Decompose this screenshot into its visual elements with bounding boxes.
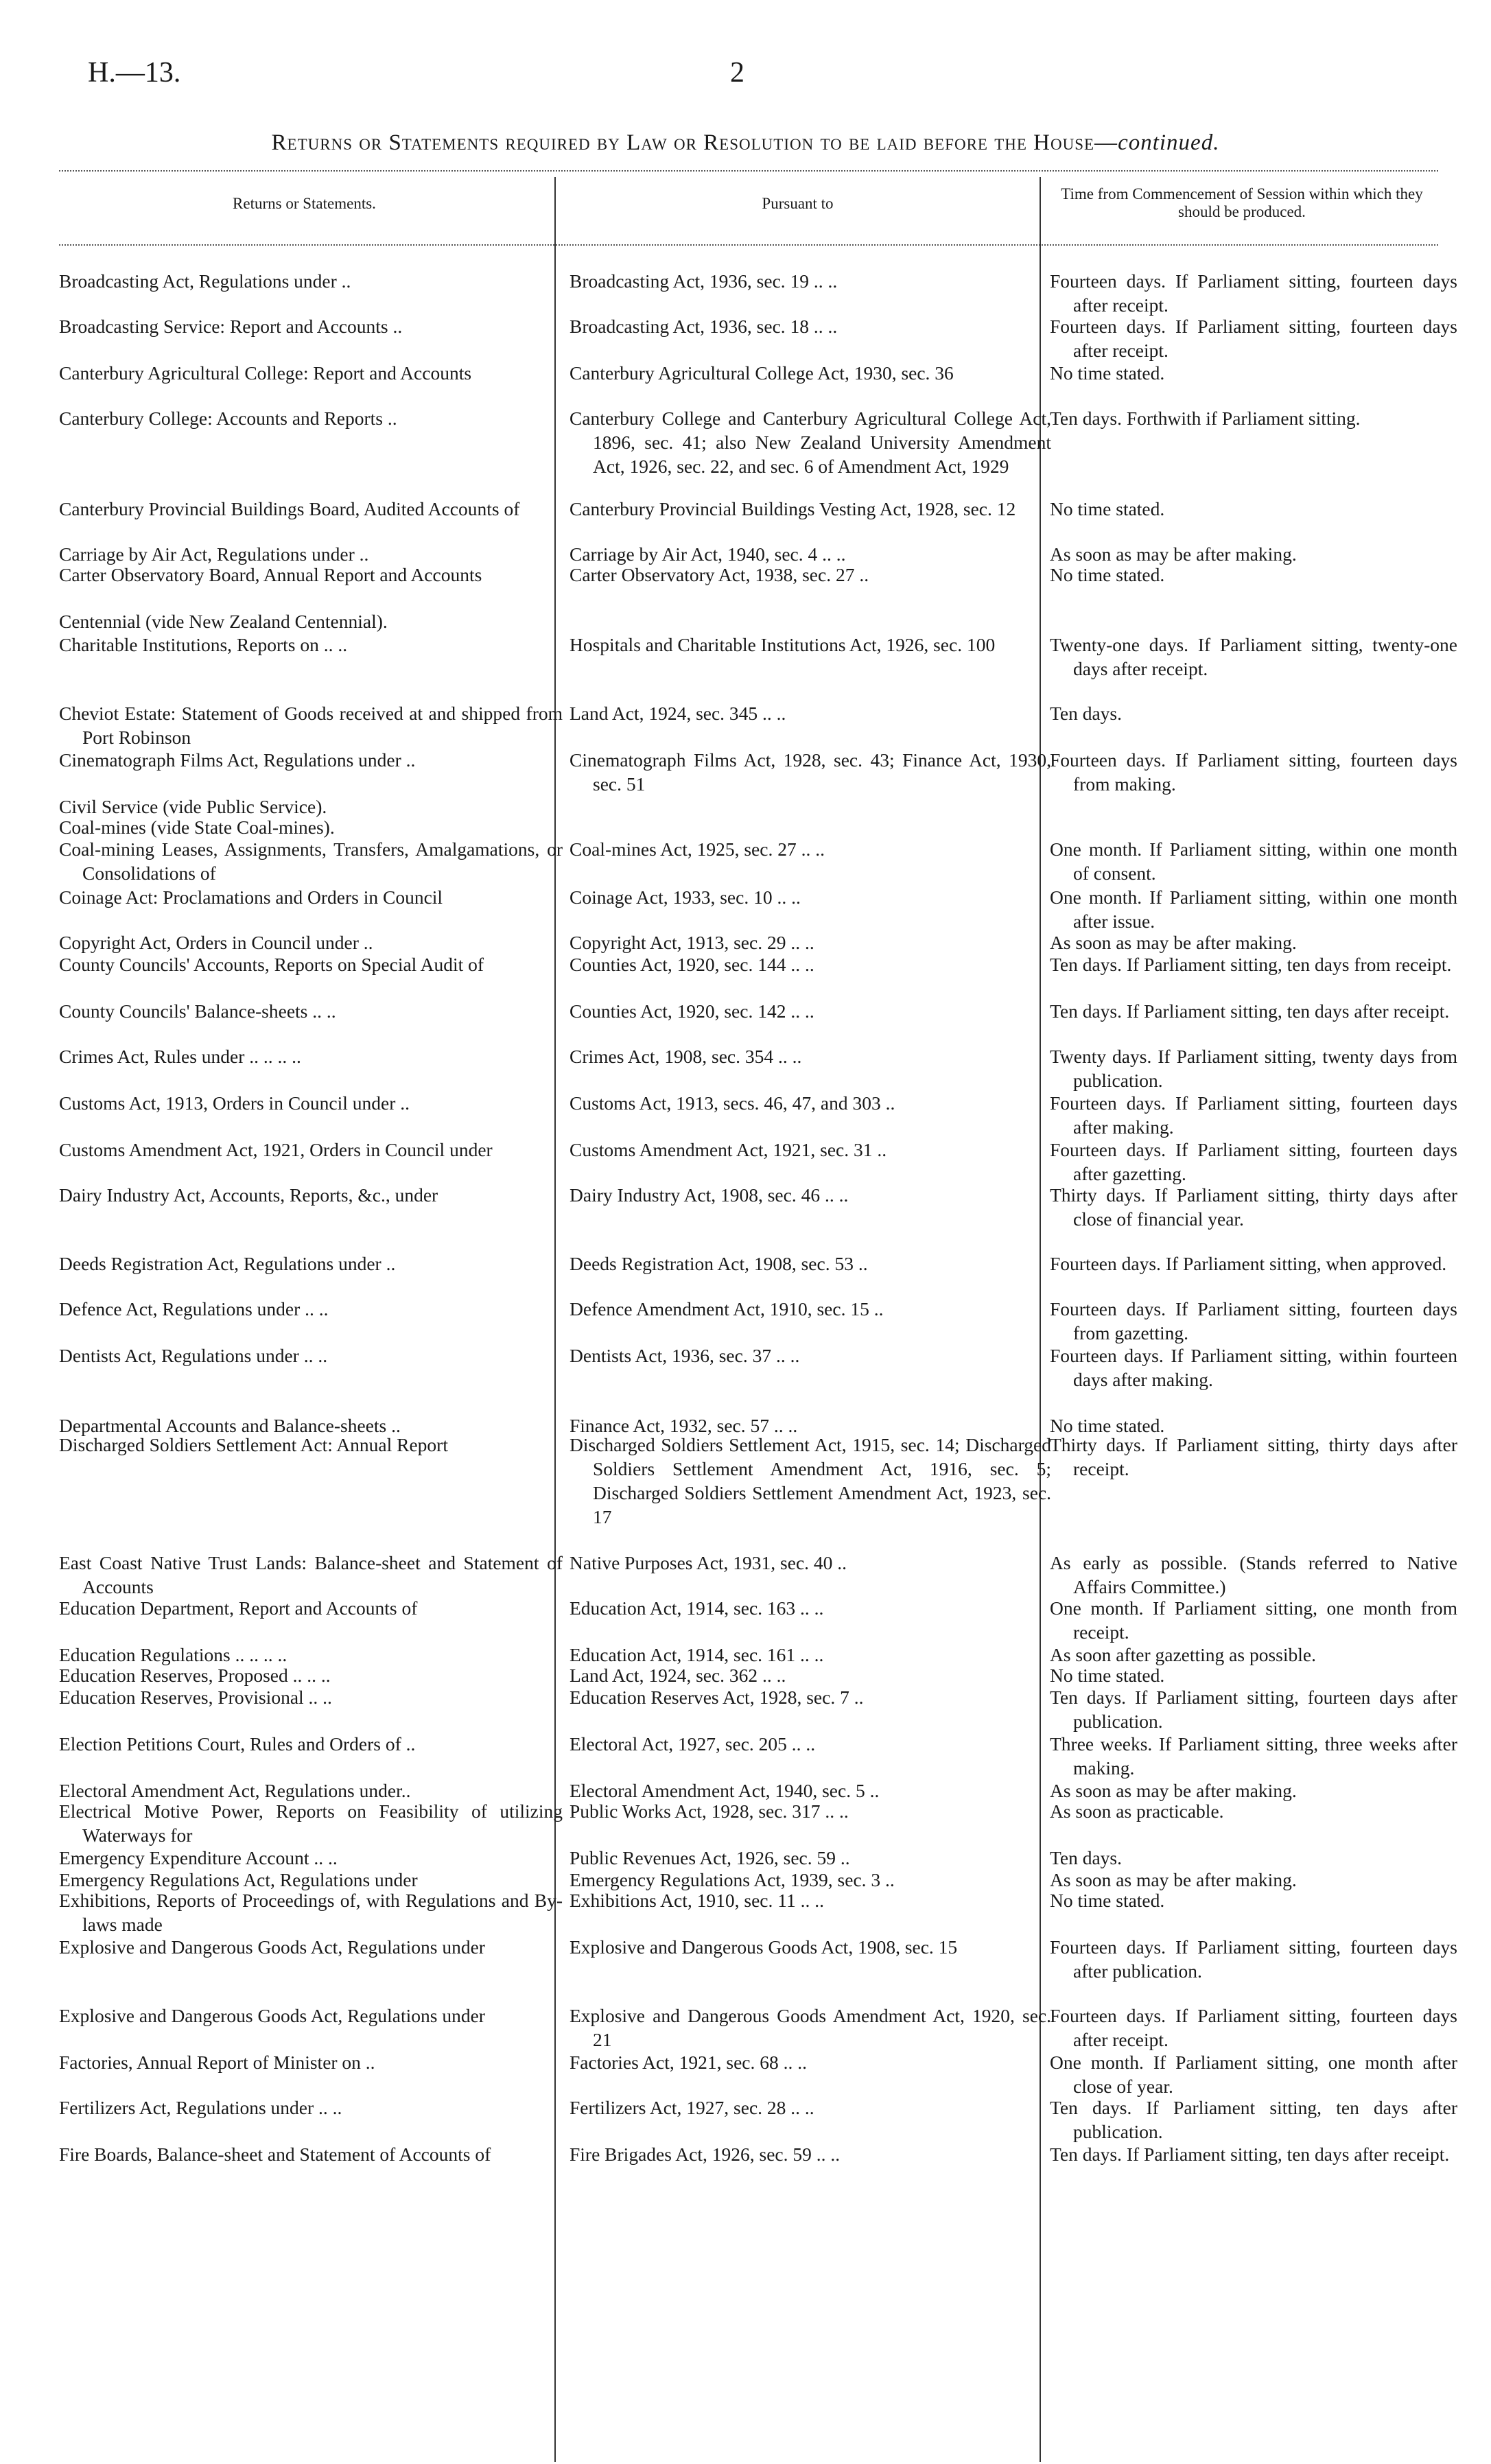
time-cell: No time stated. (1050, 564, 1165, 585)
time-cell: Fourteen days. If Parliament sitting, fourteen days after making. (1050, 1092, 1457, 1138)
time-cell: Ten days. (1050, 1847, 1122, 1868)
returns-cell: County Councils' Balance-sheets .. .. (59, 1000, 336, 1022)
time-cell: As soon as practicable. (1050, 1800, 1224, 1822)
pursuant-cell: Crimes Act, 1908, sec. 354 .. .. (570, 1046, 802, 1067)
page-number: 2 (730, 57, 744, 89)
returns-cell: Defence Act, Regulations under .. .. (59, 1298, 329, 1319)
column-header-returns: Returns or Statements. (233, 195, 376, 212)
pursuant-cell: Counties Act, 1920, sec. 142 .. .. (570, 1000, 814, 1022)
time-cell: Ten days. If Parliament sitting, ten days after publication. (1050, 2097, 1457, 2142)
pursuant-cell: Customs Amendment Act, 1921, sec. 31 .. (570, 1139, 887, 1160)
pursuant-cell: Copyright Act, 1913, sec. 29 .. .. (570, 932, 814, 953)
returns-cell: Factories, Annual Report of Minister on .. (59, 2052, 375, 2073)
pursuant-cell: Factories Act, 1921, sec. 68 .. .. (570, 2052, 807, 2073)
returns-cell: Broadcasting Act, Regulations under .. (59, 270, 351, 292)
returns-cell: Canterbury Agricultural College: Report and Accounts (59, 362, 472, 384)
time-cell: Fourteen days. If Parliament sitting, fourteen days after receipt. (1050, 316, 1457, 361)
pursuant-cell: Fertilizers Act, 1927, sec. 28 .. .. (570, 2097, 814, 2118)
time-cell: Ten days. If Parliament sitting, fourteen days after publication. (1050, 1687, 1457, 1732)
returns-cell: Fertilizers Act, Regulations under .. .. (59, 2097, 342, 2118)
time-cell: Fourteen days. If Parliament sitting, fourteen days after receipt. (1050, 2005, 1457, 2050)
pursuant-cell: Deeds Registration Act, 1908, sec. 53 .. (570, 1253, 868, 1274)
time-cell: Twenty days. If Parliament sitting, twenty days from publication. (1050, 1046, 1457, 1091)
time-cell: Fourteen days. If Parliament sitting, fourteen days after gazetting. (1050, 1139, 1457, 1184)
returns-cell: Explosive and Dangerous Goods Act, Regulations under (59, 1936, 485, 1958)
time-cell: Ten days. If Parliament sitting, ten days after receipt. (1050, 2144, 1450, 2165)
time-cell: Fourteen days. If Parliament sitting, fourteen days from gazetting. (1050, 1298, 1457, 1344)
pursuant-cell: Finance Act, 1932, sec. 57 .. .. (570, 1415, 798, 1436)
pursuant-cell: Defence Amendment Act, 1910, sec. 15 .. (570, 1298, 884, 1319)
returns-cell: Canterbury College: Accounts and Reports .. (59, 408, 397, 429)
time-cell: As soon as may be after making. (1050, 543, 1297, 565)
pursuant-cell: Land Act, 1924, sec. 362 .. .. (570, 1665, 786, 1686)
returns-cell: Emergency Regulations Act, Regulations under (59, 1869, 418, 1890)
report-code: H.—13. (88, 57, 181, 89)
pursuant-cell: Coal-mines Act, 1925, sec. 27 .. .. (570, 838, 825, 860)
returns-cell: Education Regulations .. .. .. .. (59, 1644, 287, 1665)
time-cell: One month. If Parliament sitting, one month from receipt. (1050, 1597, 1457, 1643)
pursuant-cell: Education Act, 1914, sec. 161 .. .. (570, 1644, 824, 1665)
returns-cell: Coal-mines (vide State Coal-mines). (59, 817, 335, 838)
returns-cell: Canterbury Provincial Buildings Board, Audited Accounts of (59, 498, 520, 519)
pursuant-cell: Dentists Act, 1936, sec. 37 .. .. (570, 1345, 800, 1366)
pursuant-cell: Dairy Industry Act, 1908, sec. 46 .. .. (570, 1184, 849, 1206)
pursuant-cell: Canterbury Provincial Buildings Vesting Act, 1928, sec. 12 (570, 498, 1016, 519)
returns-cell: East Coast Native Trust Lands: Balance-sheet and Statement of Accounts (59, 1552, 563, 1597)
returns-cell: County Councils' Accounts, Reports on Special Audit of (59, 954, 484, 975)
time-cell: One month. If Parliament sitting, within one month of consent. (1050, 838, 1457, 884)
returns-cell: Centennial (vide New Zealand Centennial). (59, 611, 388, 632)
pursuant-cell: Explosive and Dangerous Goods Amendment Act, 1920, sec. 21 (570, 2005, 1051, 2050)
time-cell: Fourteen days. If Parliament sitting, within fourteen days after making. (1050, 1345, 1457, 1390)
time-cell: Thirty days. If Parliament sitting, thirty days after close of financial year. (1050, 1184, 1457, 1230)
pursuant-cell: Carter Observatory Act, 1938, sec. 27 .. (570, 564, 869, 585)
time-cell: Ten days. (1050, 703, 1122, 724)
time-cell: Ten days. If Parliament sitting, ten days from receipt. (1050, 954, 1452, 975)
returns-cell: Deeds Registration Act, Regulations under .. (59, 1253, 396, 1274)
pursuant-cell: Broadcasting Act, 1936, sec. 19 .. .. (570, 270, 838, 292)
title-main: Returns or Statements required by Law or Resolution to be laid before the House— (271, 130, 1118, 155)
pursuant-cell: Exhibitions Act, 1910, sec. 11 .. .. (570, 1890, 824, 1911)
time-cell: As soon after gazetting as possible. (1050, 1644, 1316, 1665)
pursuant-cell: Education Act, 1914, sec. 163 .. .. (570, 1597, 824, 1619)
pursuant-cell: Explosive and Dangerous Goods Act, 1908, sec. 15 (570, 1936, 958, 1958)
returns-cell: Education Reserves, Provisional .. .. (59, 1687, 332, 1708)
returns-cell: Crimes Act, Rules under .. .. .. .. (59, 1046, 301, 1067)
returns-cell: Cinematograph Films Act, Regulations under .. (59, 749, 416, 771)
returns-cell: Discharged Soldiers Settlement Act: Annual Report (59, 1434, 448, 1455)
pursuant-cell: Native Purposes Act, 1931, sec. 40 .. (570, 1552, 847, 1573)
returns-cell: Copyright Act, Orders in Council under .. (59, 932, 373, 953)
returns-cell: Explosive and Dangerous Goods Act, Regulations under (59, 2005, 485, 2026)
returns-cell: Cheviot Estate: Statement of Goods received at and shipped from Port Robinson (59, 703, 563, 748)
time-cell: Fourteen days. If Parliament sitting, fourteen days after publication. (1050, 1936, 1457, 1982)
pursuant-cell: Public Works Act, 1928, sec. 317 .. .. (570, 1800, 849, 1822)
pursuant-cell: Broadcasting Act, 1936, sec. 18 .. .. (570, 316, 838, 337)
returns-cell: Dentists Act, Regulations under .. .. (59, 1345, 328, 1366)
time-cell: No time stated. (1050, 362, 1165, 384)
pursuant-cell: Cinematograph Films Act, 1928, sec. 43; Finance Act, 1930, sec. 51 (570, 749, 1051, 795)
time-cell: No time stated. (1050, 1890, 1165, 1911)
title-continued: continued. (1118, 130, 1220, 155)
returns-cell: Civil Service (vide Public Service). (59, 796, 327, 817)
pursuant-cell: Coinage Act, 1933, sec. 10 .. .. (570, 887, 801, 908)
pursuant-cell: Counties Act, 1920, sec. 144 .. .. (570, 954, 814, 975)
returns-cell: Customs Amendment Act, 1921, Orders in Council under (59, 1139, 493, 1160)
time-cell: Ten days. If Parliament sitting, ten days after receipt. (1050, 1000, 1450, 1022)
time-cell: No time stated. (1050, 1415, 1165, 1436)
time-cell: Fourteen days. If Parliament sitting, fourteen days from making. (1050, 749, 1457, 795)
time-cell: As soon as may be after making. (1050, 932, 1297, 953)
column-header-time: Time from Commencement of Session within which they should be produced. (1061, 185, 1423, 220)
time-cell: As early as possible. (Stands referred to Native Affairs Committee.) (1050, 1552, 1457, 1597)
returns-cell: Customs Act, 1913, Orders in Council under .. (59, 1092, 410, 1114)
time-cell: Ten days. Forthwith if Parliament sitting. (1050, 408, 1361, 429)
pursuant-cell: Electoral Amendment Act, 1940, sec. 5 .. (570, 1780, 880, 1801)
returns-cell: Electrical Motive Power, Reports on Feasibility of utilizing Waterways for (59, 1800, 563, 1846)
time-cell: Fourteen days. If Parliament sitting, when approved. (1050, 1253, 1447, 1274)
pursuant-cell: Canterbury College and Canterbury Agricultural College Act, 1896, sec. 41; also New Zealand University Amendment Act, 1926, sec. 22, and sec. 6 of Amendment Act, 1929 (570, 408, 1051, 477)
time-cell: No time stated. (1050, 498, 1165, 519)
pursuant-cell: Customs Act, 1913, secs. 46, 47, and 303 .. (570, 1092, 895, 1114)
pursuant-cell: Land Act, 1924, sec. 345 .. .. (570, 703, 786, 724)
returns-cell: Charitable Institutions, Reports on .. .. (59, 634, 348, 655)
time-cell: As soon as may be after making. (1050, 1780, 1297, 1801)
returns-cell: Carter Observatory Board, Annual Report and Accounts (59, 564, 482, 585)
returns-cell: Broadcasting Service: Report and Accounts .. (59, 316, 403, 337)
pursuant-cell: Discharged Soldiers Settlement Act, 1915, sec. 14; Discharged Soldiers Settlement Amendment Act, 1916, sec. 5; Discharged Soldiers Settlement Amendment Act, 1923, sec. 17 (570, 1434, 1051, 1527)
time-cell: Three weeks. If Parliament sitting, three weeks after making. (1050, 1733, 1457, 1779)
returns-cell: Election Petitions Court, Rules and Orders of .. (59, 1733, 416, 1755)
returns-cell: Education Department, Report and Accounts of (59, 1597, 418, 1619)
time-cell: Fourteen days. If Parliament sitting, fourteen days after receipt. (1050, 270, 1457, 316)
pursuant-cell: Canterbury Agricultural College Act, 1930, sec. 36 (570, 362, 954, 384)
pursuant-cell: Emergency Regulations Act, 1939, sec. 3 .. (570, 1869, 895, 1890)
returns-cell: Emergency Expenditure Account .. .. (59, 1847, 338, 1868)
pursuant-cell: Fire Brigades Act, 1926, sec. 59 .. .. (570, 2144, 841, 2165)
time-cell: Twenty-one days. If Parliament sitting, twenty-one days after receipt. (1050, 634, 1457, 679)
returns-cell: Coal-mining Leases, Assignments, Transfers, Amalgamations, or Consolidations of (59, 838, 563, 884)
returns-cell: Exhibitions, Reports of Proceedings of, with Regulations and By-laws made (59, 1890, 563, 1935)
pursuant-cell: Electoral Act, 1927, sec. 205 .. .. (570, 1733, 816, 1755)
returns-cell: Fire Boards, Balance-sheet and Statement of Accounts of (59, 2144, 491, 2165)
time-cell: One month. If Parliament sitting, within one month after issue. (1050, 887, 1457, 932)
returns-cell: Dairy Industry Act, Accounts, Reports, &c., under (59, 1184, 438, 1206)
returns-cell: Education Reserves, Proposed .. .. .. (59, 1665, 331, 1686)
time-cell: Thirty days. If Parliament sitting, thirty days after receipt. (1050, 1434, 1457, 1479)
column-header-pursuant: Pursuant to (762, 195, 834, 212)
returns-cell: Departmental Accounts and Balance-sheets .. (59, 1415, 401, 1436)
pursuant-cell: Hospitals and Charitable Institutions Act, 1926, sec. 100 (570, 634, 996, 655)
pursuant-cell: Education Reserves Act, 1928, sec. 7 .. (570, 1687, 864, 1708)
pursuant-cell: Public Revenues Act, 1926, sec. 59 .. (570, 1847, 850, 1868)
time-cell: As soon as may be after making. (1050, 1869, 1297, 1890)
returns-cell: Carriage by Air Act, Regulations under .. (59, 543, 369, 565)
returns-cell: Electoral Amendment Act, Regulations under.. (59, 1780, 411, 1801)
time-cell: No time stated. (1050, 1665, 1165, 1686)
pursuant-cell: Carriage by Air Act, 1940, sec. 4 .. .. (570, 543, 846, 565)
time-cell: One month. If Parliament sitting, one month after close of year. (1050, 2052, 1457, 2097)
returns-cell: Coinage Act: Proclamations and Orders in Council (59, 887, 443, 908)
